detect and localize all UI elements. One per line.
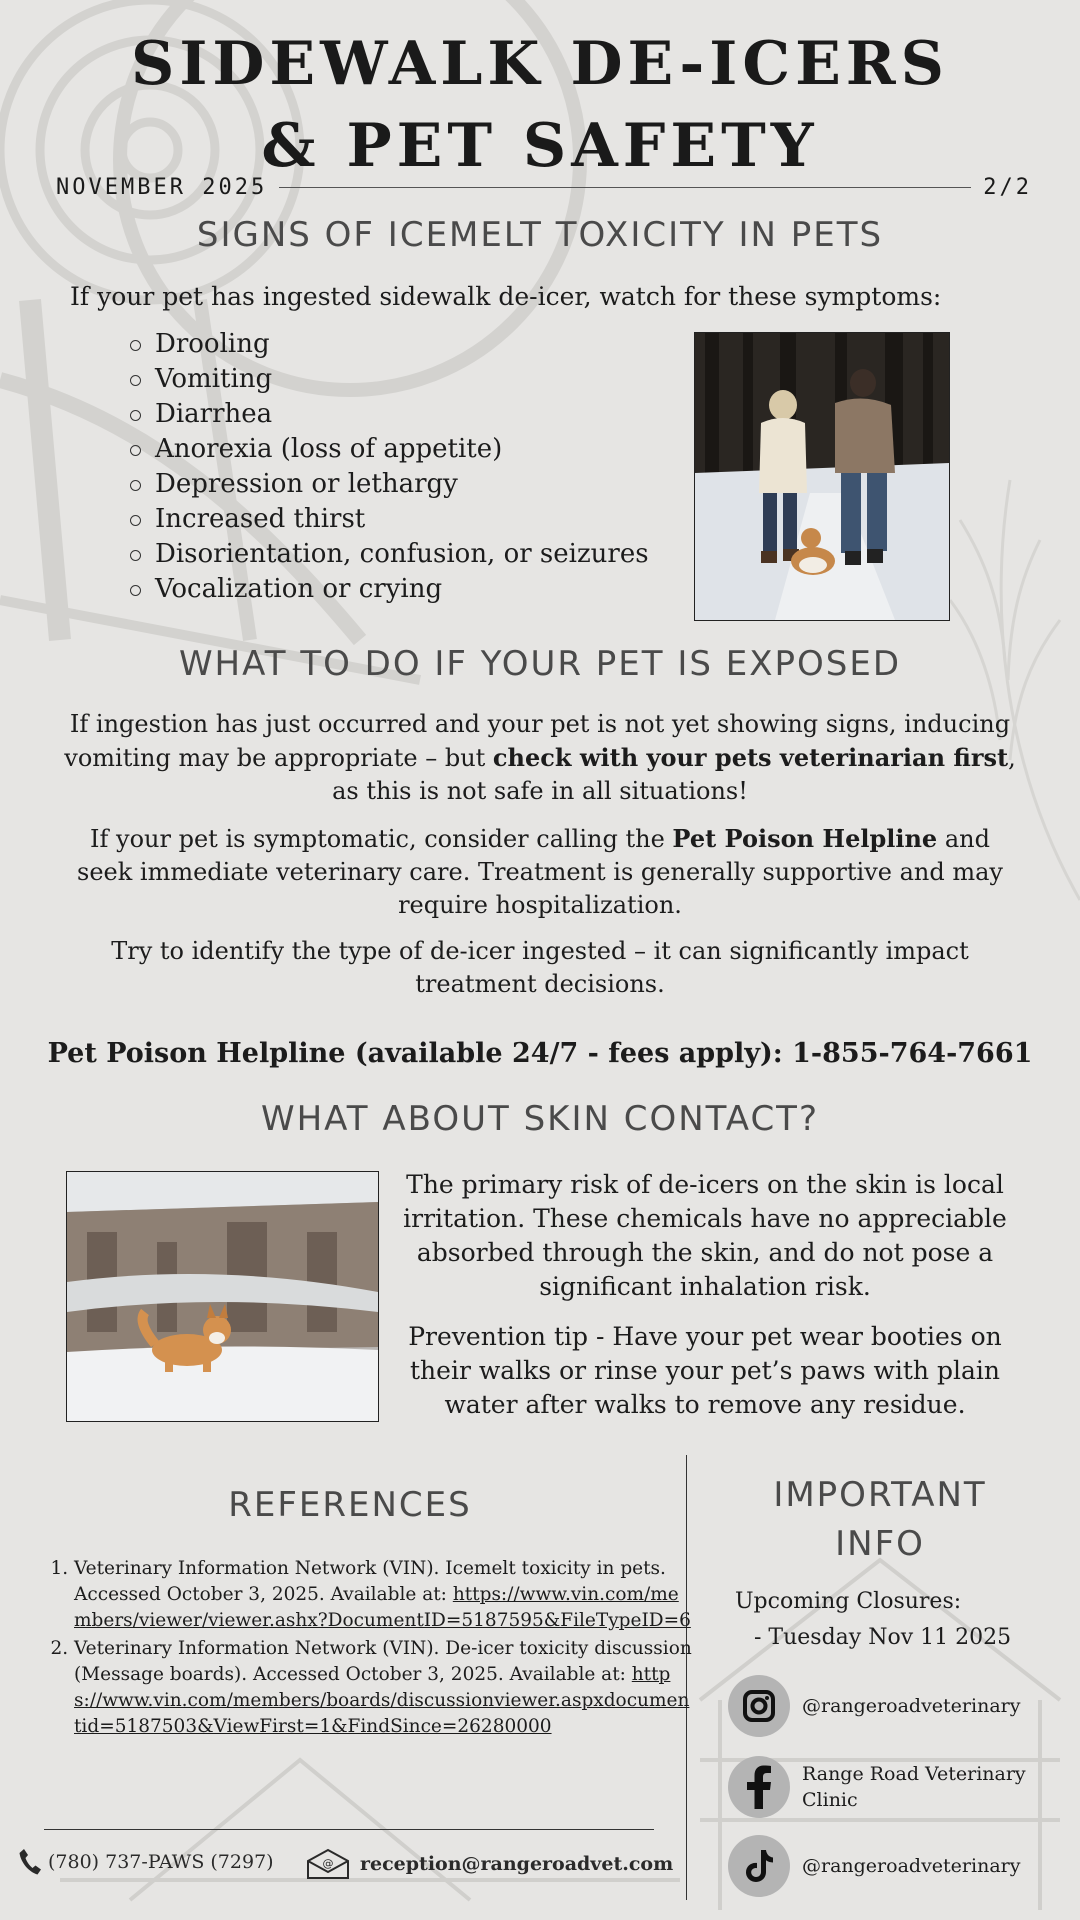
dateline (56, 172, 1032, 202)
instagram-link[interactable] (728, 1675, 1020, 1737)
page-number: 2/2 (983, 174, 1032, 200)
exposed-p2-bold: Pet Poison Helpline (672, 824, 938, 853)
reference-link[interactable]: https://www.vin.com/members/boards/discussionviewer.aspxdocumentid=5187503&ViewFirst=1&FindSince=26280000 (74, 1664, 690, 1737)
couple-walking-dog-photo (694, 332, 950, 621)
list-item: Vocalization or crying (130, 572, 649, 607)
exposed-p1-text: If ingestion has just occurred and your pet is not yet showing signs, inducing vomiting may be appropriate – but (64, 710, 1011, 772)
issue-date: NOVEMBER 2025 (56, 174, 268, 200)
important-info-heading-line-2: INFO (835, 1524, 925, 1564)
exposed-paragraph-2 (60, 822, 1020, 922)
list-item (74, 1556, 694, 1634)
list-item (74, 1636, 694, 1740)
exposed-p1-bold: check with your pets veterinarian first (492, 743, 1009, 772)
closure-item: - Tuesday Nov 11 2025 (754, 1625, 1012, 1650)
footer-phone[interactable] (18, 1848, 274, 1876)
signs-intro: If your pet has ingested sidewalk de-icer, watch for these symptoms: (70, 282, 942, 311)
footer-email[interactable] (306, 1848, 673, 1880)
corgi-in-snow-photo (66, 1171, 379, 1422)
list-item: Drooling (130, 327, 649, 362)
footer-rule (44, 1829, 654, 1830)
references-heading: REFERENCES (228, 1485, 472, 1525)
tiktok-link[interactable] (728, 1835, 1020, 1897)
exposed-p2-text-end: and seek immediate veterinary care. Treatment is generally supportive and may require hospitalization. (77, 825, 1003, 919)
email-icon (306, 1848, 350, 1880)
title-line-1: SIDEWALK DE-ICERS (130, 29, 949, 99)
phone-number: (780) 737-PAWS (7297) (48, 1851, 274, 1873)
symptom-list (130, 327, 649, 607)
list-item: Diarrhea (130, 397, 649, 432)
reference-text: Veterinary Information Network (VIN). Icemelt toxicity in pets. Accessed October 3, 2025. Available at: (74, 1558, 666, 1605)
skin-heading: WHAT ABOUT SKIN CONTACT? (260, 1099, 820, 1139)
email-address: reception@rangeroadvet.com (360, 1853, 674, 1875)
list-item: Vomiting (130, 362, 649, 397)
skin-paragraph-1: The primary risk of de-icers on the skin is local irritation. These chemicals have no appreciable absorbed through the skin, and do not pose a significant inhalation risk. (403, 1170, 1007, 1301)
exposed-p2-text: If your pet is symptomatic, consider calling the (90, 825, 673, 853)
exposed-p1-text-end: , as this is not safe in all situations! (332, 744, 1016, 805)
list-item: Depression or lethargy (130, 467, 649, 502)
facebook-page-name: Range Road Veterinary Clinic (802, 1763, 1026, 1811)
skin-paragraph-2: Prevention tip - Have your pet wear booties on their walks or rinse your pet’s paws with plain water after walks to remove any residue. (408, 1322, 1002, 1419)
list-item: Disorientation, confusion, or seizures (130, 537, 649, 572)
reference-link[interactable]: https://www.vin.com/members/viewer/viewer.ashx?DocumentID=5187595&FileTypeID=6 (74, 1584, 691, 1631)
list-item: Increased thirst (130, 502, 649, 537)
reference-text: Veterinary Information Network (VIN). De-icer toxicity discussion (Message boards). Accessed October 3, 2025. Available at: (74, 1638, 692, 1685)
facebook-link[interactable] (728, 1756, 1052, 1818)
exposed-paragraph-3: Try to identify the type of de-icer ingested – it can significantly impact treatment decisions. (111, 937, 969, 998)
instagram-handle: @rangeroadveterinary (802, 1695, 1021, 1717)
header-rule (279, 187, 971, 188)
instagram-icon (728, 1675, 790, 1737)
tiktok-handle: @rangeroadveterinary (802, 1855, 1021, 1877)
signs-heading: SIGNS OF ICEMELT TOXICITY IN PETS (196, 215, 884, 255)
svg-text:@: @ (322, 1857, 334, 1870)
tiktok-icon (728, 1835, 790, 1897)
list-item: Anorexia (loss of appetite) (130, 432, 649, 467)
exposed-heading: WHAT TO DO IF YOUR PET IS EXPOSED (178, 644, 902, 684)
important-info-heading-line-1: IMPORTANT (773, 1475, 987, 1515)
references-list (48, 1556, 694, 1742)
exposed-paragraph-1 (60, 708, 1020, 808)
helpline-number: Pet Poison Helpline (available 24/7 - fees apply): 1-855-764-7661 (47, 1038, 1033, 1069)
facebook-icon (728, 1756, 790, 1818)
closures-label: Upcoming Closures: (735, 1589, 962, 1614)
title-line-2: & PET SAFETY (261, 111, 819, 181)
phone-icon (18, 1848, 42, 1876)
